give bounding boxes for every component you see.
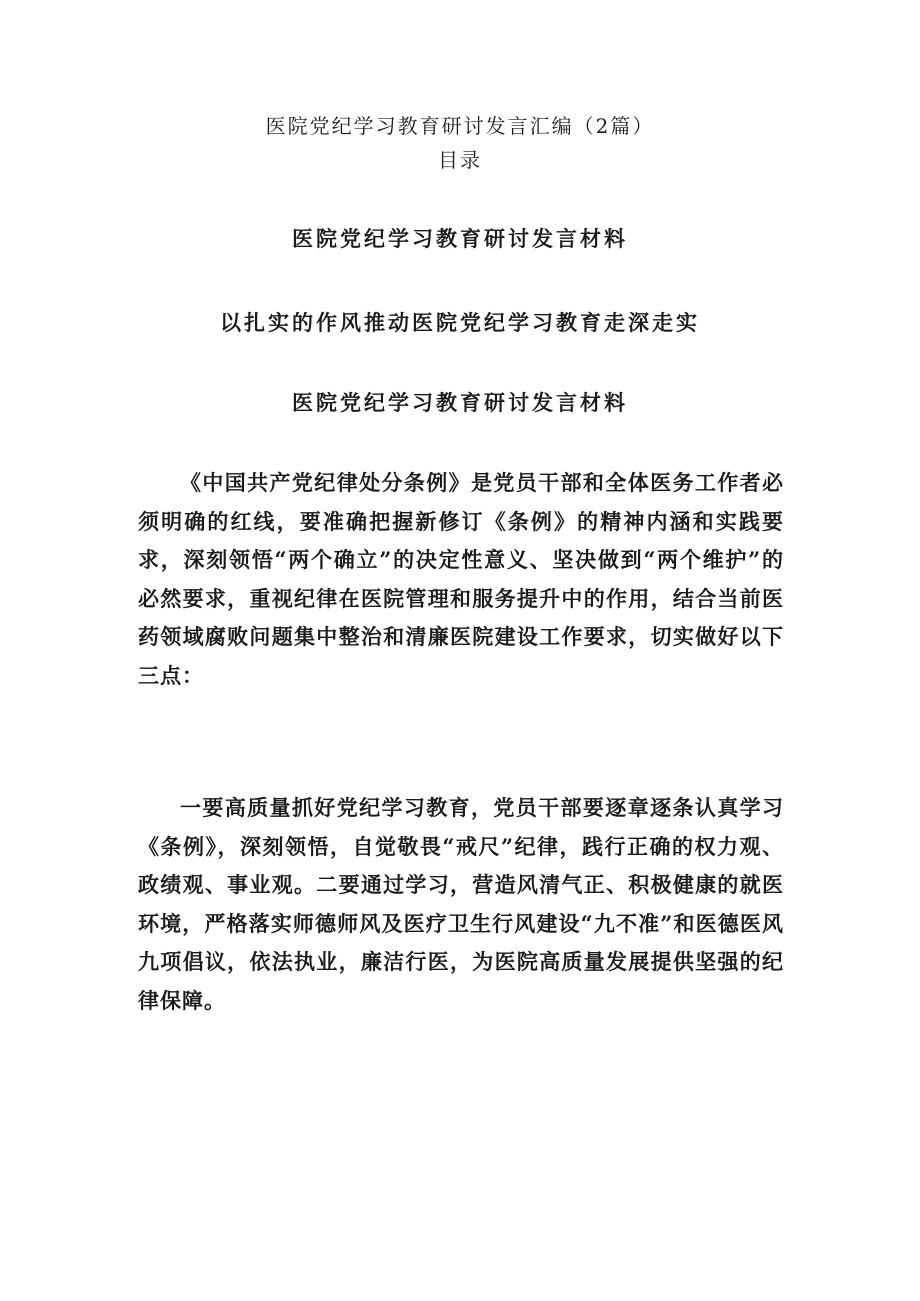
body-paragraph-1: 《中国共产党纪律处分条例》是党员干部和全体医务工作者必须明确的红线，要准确把握新修订《条例》的精神内涵和实践要求，深刻领悟“两个确立”的决定性意义、坚决做到“两个维护”的必然要求，重视纪律在医院管理和服务提升中的作用，结合当前医药领域腐败问题集中整治和清廉医院建设工作要求，切实做好以下三点： bbox=[138, 470, 784, 688]
document-title: 医院党纪学习教育研讨发言汇编（2篇） bbox=[265, 114, 655, 138]
section-title: 医院党纪学习教育研讨发言材料 bbox=[292, 390, 628, 415]
toc-heading: 目录 bbox=[438, 148, 482, 172]
body-paragraph-2: 一要高质量抓好党纪学习教育，党员干部要逐章逐条认真学习《条例》，深刻领悟，自觉敬畏“戒尺”纪律，践行正确的权力观、政绩观、事业观。二要通过学习，营造风清气正、积极健康的就医环境，严格落实师德师风及医疗卫生行风建设“九不准”和医德医风九项倡议，依法执业，廉洁行医，为医院高质量发展提供坚强的纪律保障。 bbox=[138, 795, 784, 1013]
toc-entry-2[interactable]: 以扎实的作风推动医院党纪学习教育走深走实 bbox=[220, 310, 700, 335]
toc-entry-1[interactable]: 医院党纪学习教育研讨发言材料 bbox=[292, 226, 628, 251]
